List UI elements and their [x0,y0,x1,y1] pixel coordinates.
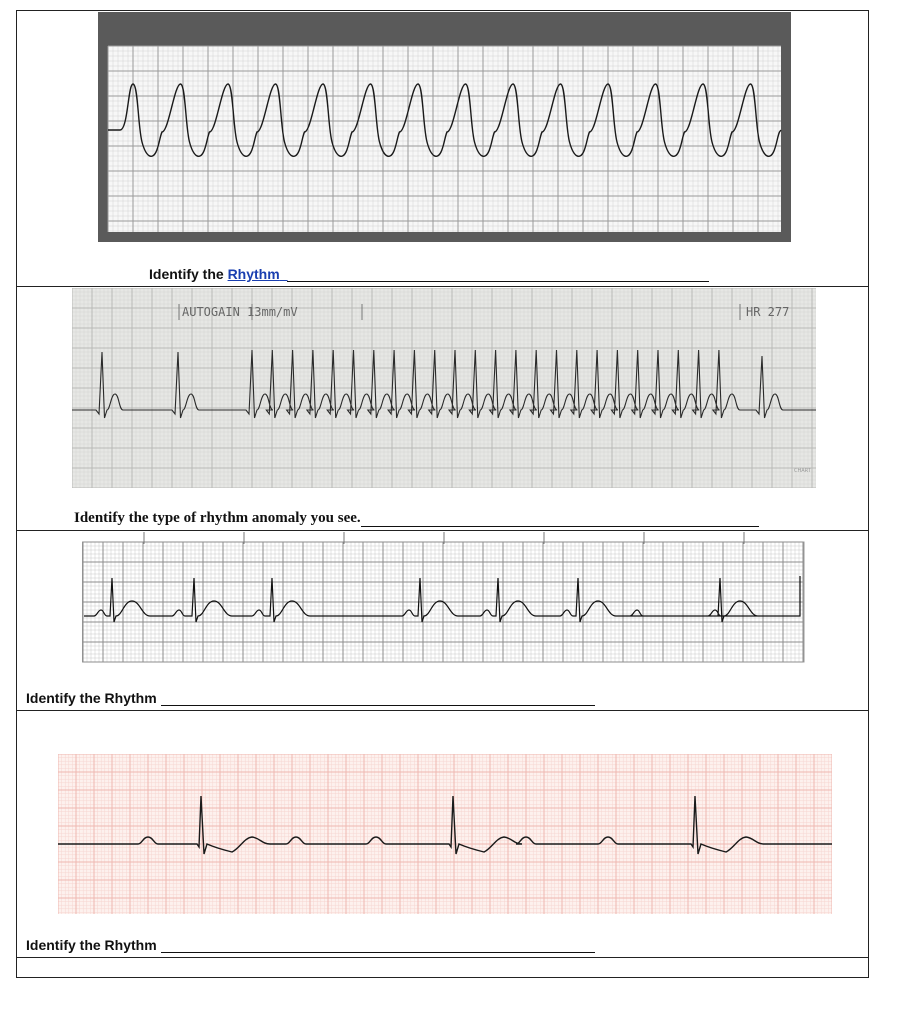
answer-blank-2[interactable] [361,512,759,527]
ecg-strip-2 [72,288,816,488]
answer-blank-3[interactable] [161,691,595,706]
chart-corner-mark: CHART [794,468,811,474]
row-divider-4 [16,957,869,958]
prompt-3 [26,690,595,706]
prompt-1-underscore: _ [279,266,288,282]
autogain-label: AUTOGAIN 13mm/mV [182,305,298,319]
prompt-2 [74,510,759,527]
prompt-4-text: Identify the Rhythm [26,937,161,953]
row-divider-3 [16,710,869,711]
row-divider-2 [16,530,869,531]
heart-rate-label: HR 277 [746,305,790,319]
prompt-1-keyword: Rhythm [227,266,280,282]
prompt-4 [26,937,595,953]
answer-blank-1[interactable] [287,267,709,282]
ecg-strip-1 [98,12,791,242]
prompt-3-text: Identify the Rhythm [26,690,161,706]
ecg-strip-3 [82,532,806,664]
prompt-1-text: Identify the [149,266,228,282]
answer-blank-4[interactable] [161,938,595,953]
prompt-2-text: Identify the type of rhythm anomaly you see. [74,510,361,526]
prompt-1 [149,266,709,282]
ecg-strip-4 [58,754,832,914]
row-divider-1 [16,286,869,287]
